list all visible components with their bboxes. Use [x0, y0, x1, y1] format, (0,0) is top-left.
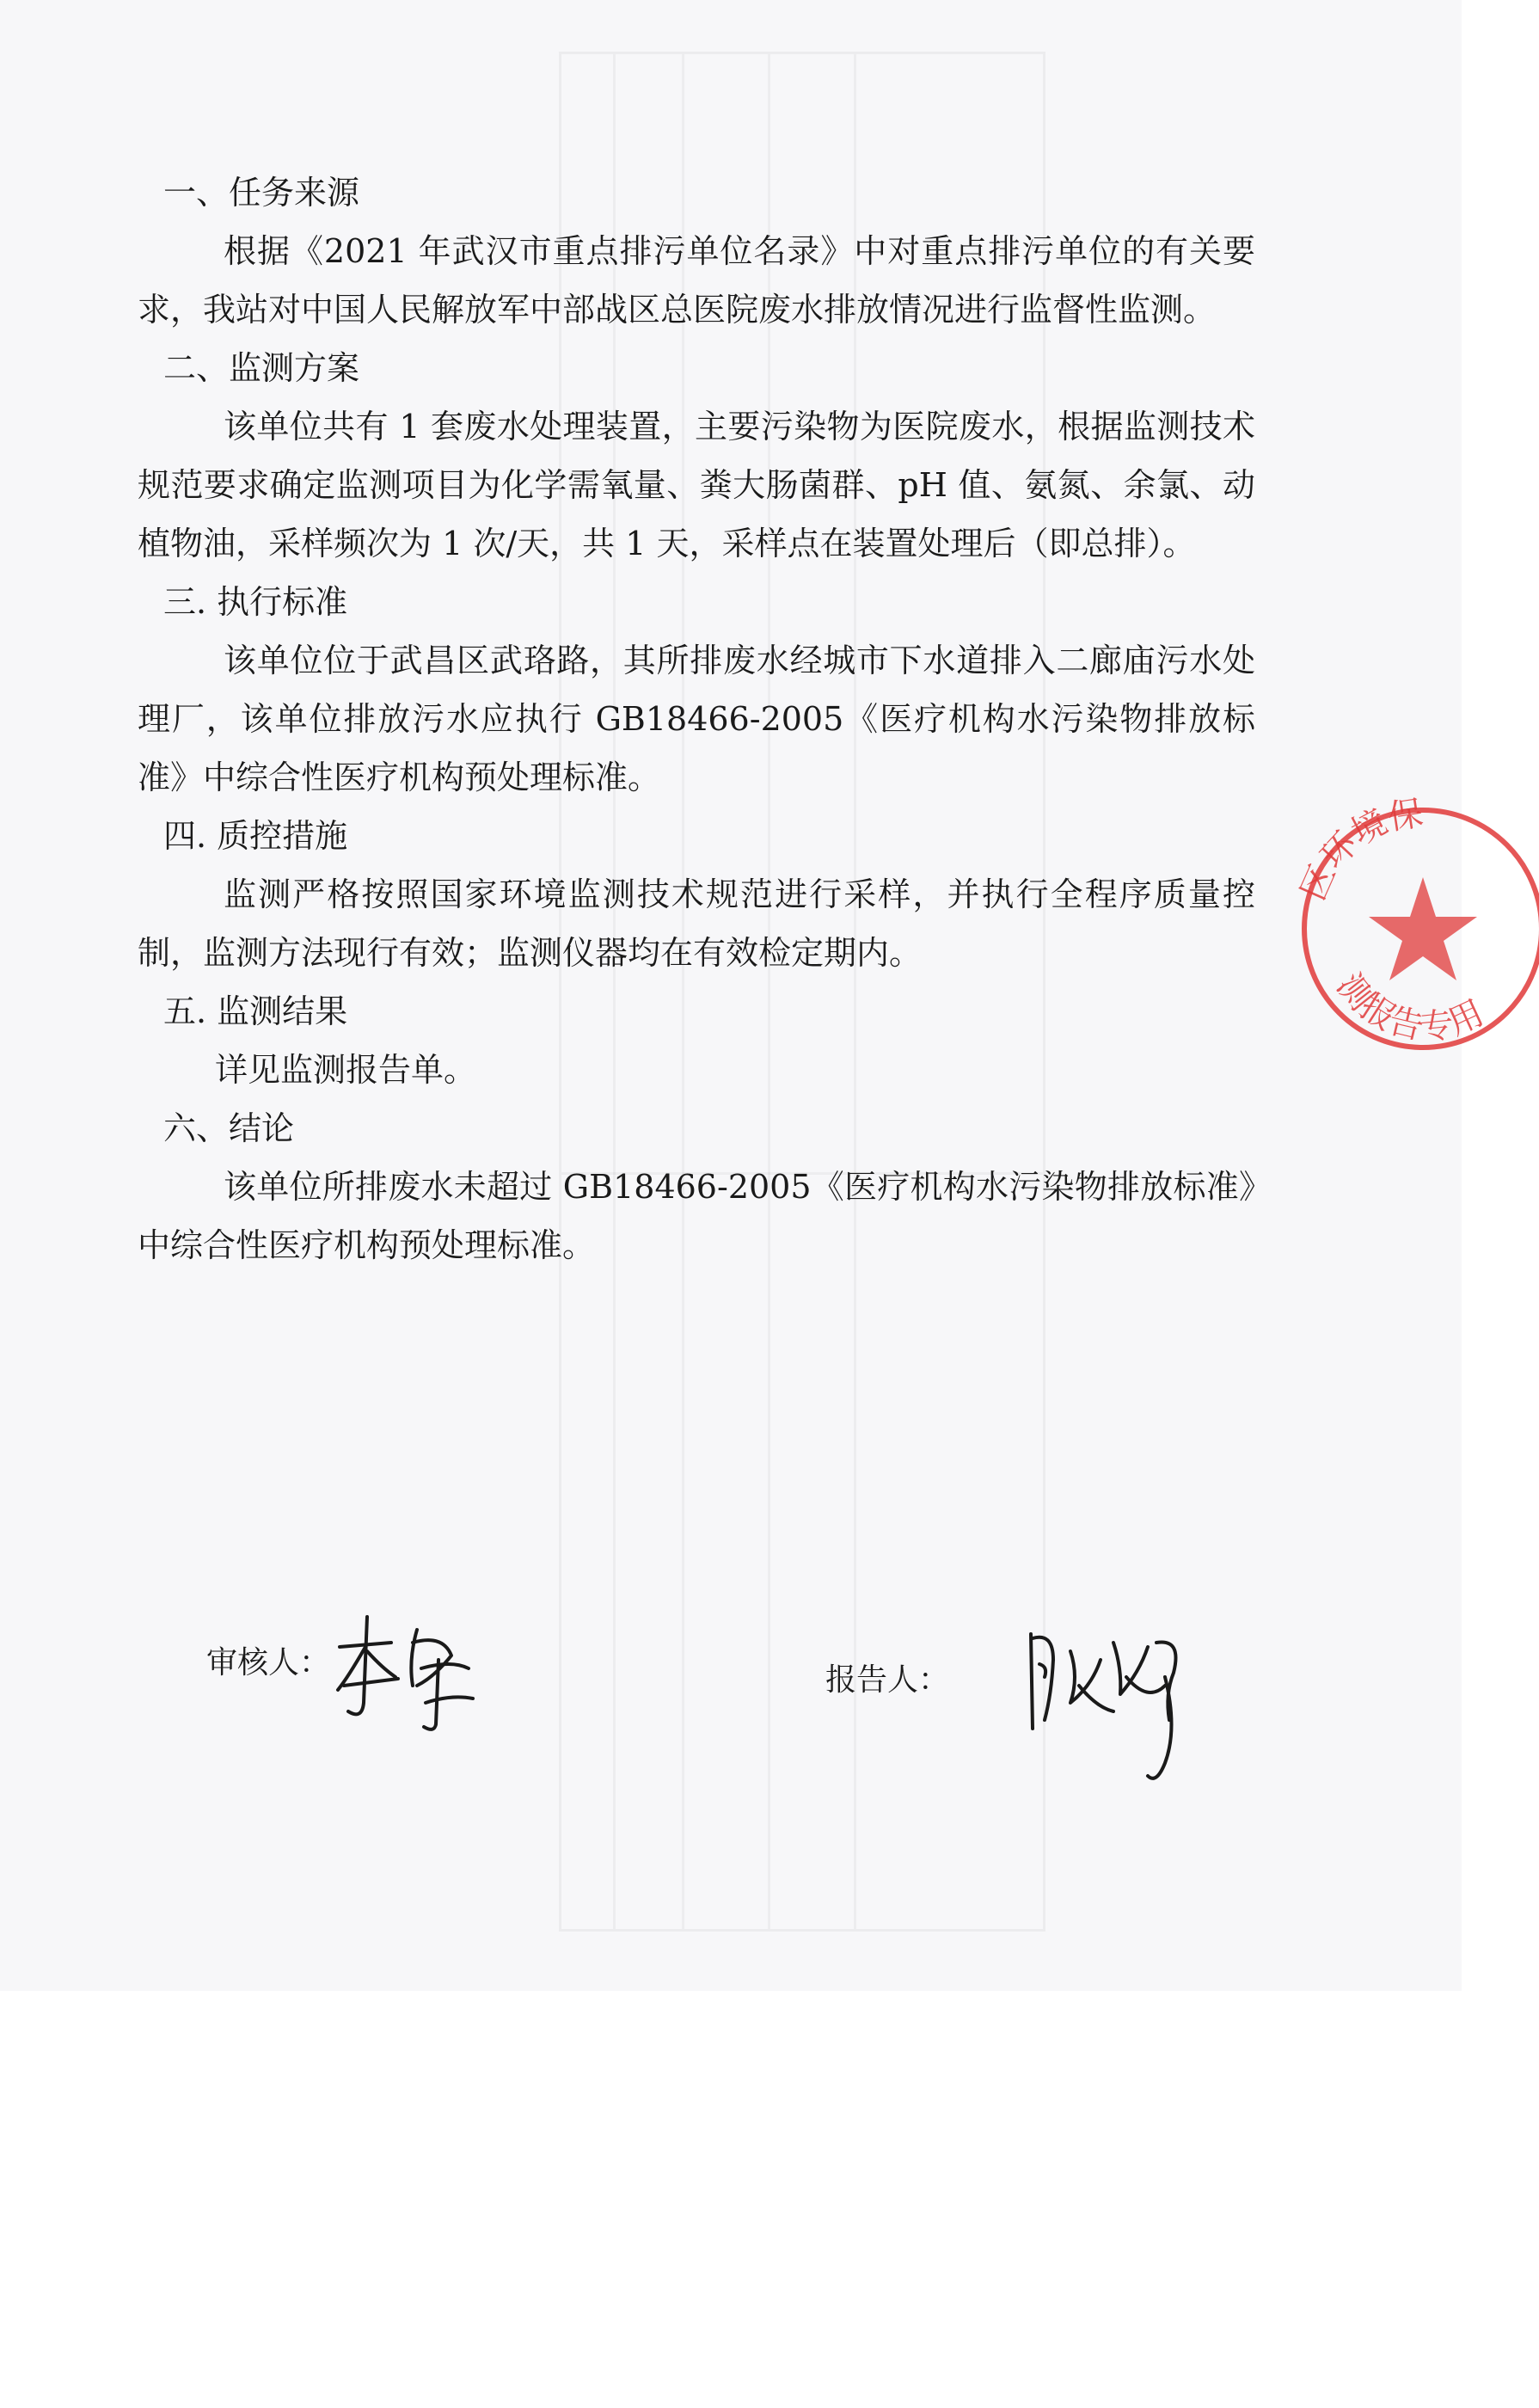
- section-heading: 三. 执行标准: [163, 583, 348, 621]
- section-paragraph: 该单位位于武昌区武珞路，其所排废水经城市下水道排入二廊庙污水处理厂，该单位排放污水应执行 GB18466-2005《医疗机构水污染物排放标准》中综合性医疗机构预处理标准。: [138, 642, 1255, 796]
- seal-bottom-text: 测报告专用: [1328, 966, 1490, 1048]
- section-heading: 一、任务来源: [163, 174, 360, 212]
- section-paragraph: 监测严格按照国家环境监测技术规范进行采样，并执行全程序质量控制，监测方法现行有效；监测仪器均在有效检定期内。: [138, 875, 1255, 972]
- reviewer-label: 审核人：: [206, 1645, 331, 1680]
- section-paragraph: 根据《2021 年武汉市重点排污单位名录》中对重点排污单位的有关要求，我站对中国人民解放军中部战区总医院废水排放情况进行监督性监测。: [138, 232, 1255, 329]
- section-conclusion: [138, 1099, 1255, 1275]
- svg-text:测报告专用: [1329, 967, 1490, 1048]
- section-quality-control: [138, 807, 1255, 982]
- section-heading: 四. 质控措施: [163, 817, 348, 855]
- reporter-label: 报告人：: [825, 1662, 950, 1698]
- section-heading: 五. 监测结果: [163, 992, 348, 1030]
- svg-text:区环境保: [1293, 794, 1426, 906]
- report-body: [138, 163, 1255, 1275]
- section-monitoring-plan: [138, 339, 1255, 573]
- seal-top-text: 区环境保: [1293, 793, 1426, 906]
- reporter-signature: [1019, 1625, 1199, 1806]
- section-results: [138, 982, 1255, 1099]
- section-task-source: [138, 163, 1255, 339]
- section-standard: [138, 573, 1255, 807]
- section-heading: 六、结论: [163, 1109, 295, 1147]
- reviewer-signature: [331, 1608, 486, 1737]
- section-paragraph: 该单位共有 1 套废水处理装置，主要污染物为医院废水，根据监测技术规范要求确定监测项目为化学需氧量、粪大肠菌群、pH 值、氨氮、余氯、动植物油，采样频次为 1 次/天，共 1 天，采样点在装置处理后（即总排）。: [138, 408, 1255, 562]
- section-heading: 二、监测方案: [163, 349, 360, 387]
- section-paragraph: 详见监测报告单。: [215, 1051, 477, 1089]
- official-seal: [1281, 791, 1539, 1066]
- section-paragraph: 该单位所排废水未超过 GB18466-2005《医疗机构水污染物排放标准》中综合性医疗机构预处理标准。: [138, 1168, 1255, 1264]
